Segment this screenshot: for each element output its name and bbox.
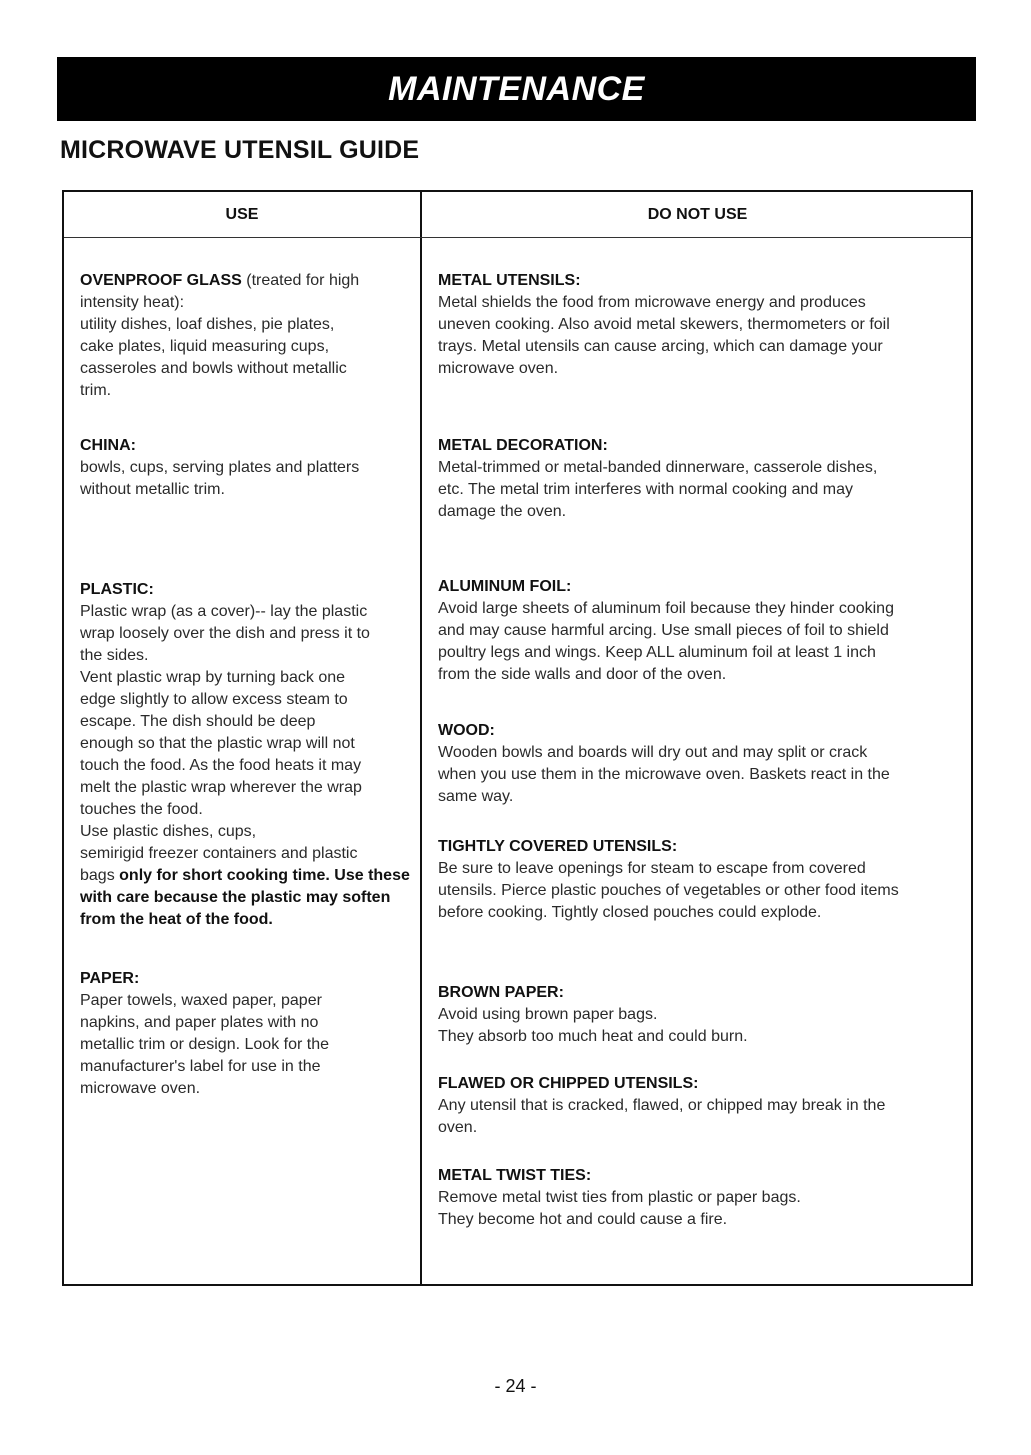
entry-china-body: bowls, cups, serving plates and platters without metallic trim. [80,459,360,498]
entry-metal-decoration-title: METAL DECORATION: [438,437,608,454]
entry-wood-title: WOOD: [438,722,495,739]
banner-title: MAINTENANCE [388,70,645,108]
entry-metal-twist-ties [438,1165,968,1231]
entry-metal-twist-ties-body: Remove metal twist ties from plastic or paper bags. They become hot and could cause a fire. [438,1189,801,1228]
entry-metal-decoration [438,435,968,523]
entry-tightly-covered [438,836,968,924]
use-column-header: USE [225,206,259,223]
entry-metal-utensils-body: Metal shields the food from microwave energy and produces uneven cooking. Also avoid metal skewers, thermometers or foil trays. Metal utensils can cause arcing, which can damage your microwave oven. [438,294,890,377]
entry-china [80,435,410,501]
entry-metal-decoration-body: Metal-trimmed or metal-banded dinnerware, casserole dishes, etc. The metal trim interferes with normal cooking and may damage the oven. [438,459,878,520]
entry-plastic-body: Plastic wrap (as a cover)-- lay the plastic wrap loosely over the dish and press it to the sides. Vent plastic wrap by turning back one edge slightly to allow excess steam to escape. The dish should be deep enough so that the plastic wrap will not touch the food. As the food heats it may melt the plastic wrap wherever the wrap touches the food. Use plastic dishes, cups, semirigid freezer containers and plastic bags only for short cooking time. Use these with care because the plastic may soften from the heat of the food. [80,603,410,928]
entry-metal-twist-ties-title: METAL TWIST TIES: [438,1167,592,1184]
do-not-use-column-header: DO NOT USE [647,206,748,223]
entry-wood-body: Wooden bowls and boards will dry out and may split or crack when you use them in the microwave oven. Baskets react in the same way. [438,744,890,805]
page-number: - 24 - [494,1376,537,1396]
entry-aluminum-foil-body: Avoid large sheets of aluminum foil because they hinder cooking and may cause harmful arcing. Use small pieces of foil to shield poultry legs and wings. Keep ALL aluminum foil at least 1 inch from the side walls and door of the oven. [438,600,894,683]
section-title: MICROWAVE UTENSIL GUIDE [60,136,420,164]
entry-flawed-chipped-body: Any utensil that is cracked, flawed, or chipped may break in the oven. [438,1097,886,1136]
entry-ovenproof-glass-body: utility dishes, loaf dishes, pie plates, cake plates, liquid measuring cups, casseroles and bowls without metallic trim. [80,316,347,399]
entry-paper-title: PAPER: [80,970,140,987]
entry-ovenproof-glass-title: OVENPROOF GLASS (treated for high intensity heat): [80,272,360,311]
entry-tightly-covered-body: Be sure to leave openings for steam to escape from covered utensils. Pierce plastic pouches of vegetables or other food items before cooking. Tightly closed pouches could explode. [438,860,899,921]
utensil-guide-table [62,190,973,1286]
entry-flawed-chipped [438,1073,968,1139]
plastic-caution-text: only for short cooking time. Use these with care because the plastic may soften from the heat of the food. [80,867,410,928]
entry-plastic [80,579,410,931]
entry-metal-utensils-title: METAL UTENSILS: [438,272,581,289]
entry-paper-body: Paper towels, waxed paper, paper napkins, and paper plates with no metallic trim or design. Look for the manufacturer's label for use in the microwave oven. [80,992,329,1097]
entry-wood [438,720,968,808]
entry-brown-paper [438,982,968,1048]
use-column [80,238,410,1284]
entry-paper [80,968,410,1100]
entry-aluminum-foil [438,576,968,686]
entry-ovenproof-glass [80,270,410,402]
entry-metal-utensils [438,270,968,380]
entry-brown-paper-title: BROWN PAPER: [438,984,564,1001]
entry-china-title: CHINA: [80,437,136,454]
entry-flawed-chipped-title: FLAWED OR CHIPPED UTENSILS: [438,1075,699,1092]
do-not-use-column [438,238,968,1284]
entry-plastic-title: PLASTIC: [80,581,154,598]
entry-brown-paper-body: Avoid using brown paper bags. They absorb too much heat and could burn. [438,1006,748,1045]
column-divider [420,192,422,1284]
entry-tightly-covered-title: TIGHTLY COVERED UTENSILS: [438,838,678,855]
entry-aluminum-foil-title: ALUMINUM FOIL: [438,578,572,595]
maintenance-banner [57,57,976,121]
